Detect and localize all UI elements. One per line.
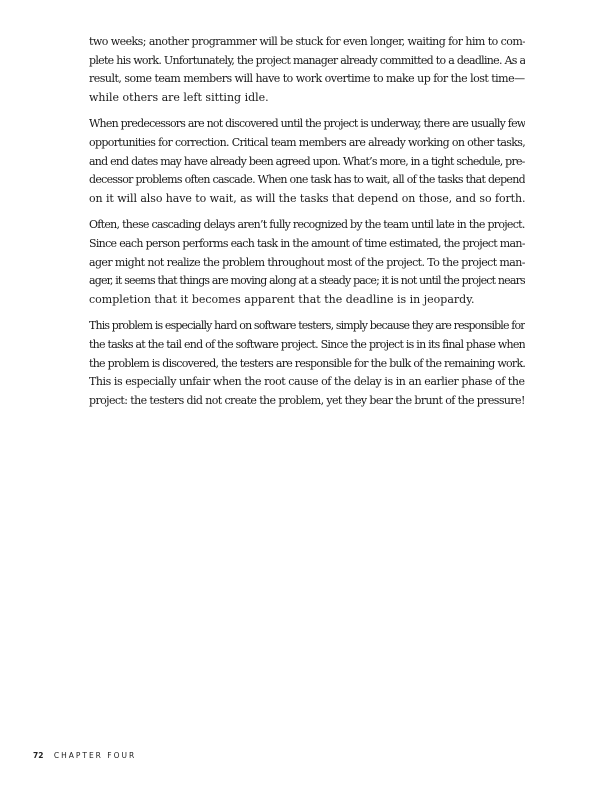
text-line: project: the testers did not create the problem, yet they bear the brunt of the pressure!: [89, 393, 525, 407]
paragraph-4: [89, 317, 525, 410]
page-number: 72: [33, 751, 44, 760]
text-line: plete his work. Unfortunately, the project manager already committed to a deadline. As a: [89, 53, 525, 67]
text-line: the tasks at the tail end of the software project. Since the project is in its final phase when: [89, 337, 525, 351]
text-line: ager might not realize the problem throughout most of the project. To the project man-: [89, 255, 525, 269]
text-line: completion that it becomes apparent that the deadline is in jeopardy.: [89, 292, 475, 306]
text-line: and end dates may have already been agreed upon. What’s more, in a tight schedule, pre-: [89, 154, 525, 168]
chapter-label: CHAPTER FOUR: [53, 751, 137, 760]
text-line: This problem is especially hard on software testers, simply because they are responsible for: [89, 319, 525, 333]
text-line: decessor problems often cascade. When one task has to wait, all of the tasks that depend: [89, 173, 525, 187]
paragraph-3: [89, 216, 525, 309]
text-line: Since each person performs each task in the amount of time estimated, the project man-: [89, 236, 525, 250]
text-line: ager, it seems that things are moving along at a steady pace; it is not until the project nears: [89, 274, 525, 288]
text-line: result, some team members will have to work overtime to make up for the lost time—: [89, 72, 525, 86]
text-line: When predecessors are not discovered until the project is underway, there are usually few: [89, 117, 525, 131]
paragraph-1: [89, 33, 525, 107]
text-line: opportunities for correction. Critical team members are already working on other tasks,: [89, 135, 525, 149]
text-line: the problem is discovered, the testers are responsible for the bulk of the remaining work.: [89, 356, 525, 370]
text-line: while others are left sitting idle.: [89, 90, 269, 104]
text-line: two weeks; another programmer will be stuck for even longer, waiting for him to com-: [89, 35, 525, 48]
text-line: on it will also have to wait, as will the tasks that depend on those, and so forth.: [89, 191, 525, 205]
text-line: This is especially unfair when the root cause of the delay is in an earlier phase of the: [89, 375, 525, 389]
page-footer: [33, 751, 136, 760]
text-line: Often, these cascading delays aren’t fully recognized by the team until late in the project.: [89, 218, 525, 232]
paragraph-2: [89, 115, 525, 208]
body-text: [89, 33, 525, 418]
